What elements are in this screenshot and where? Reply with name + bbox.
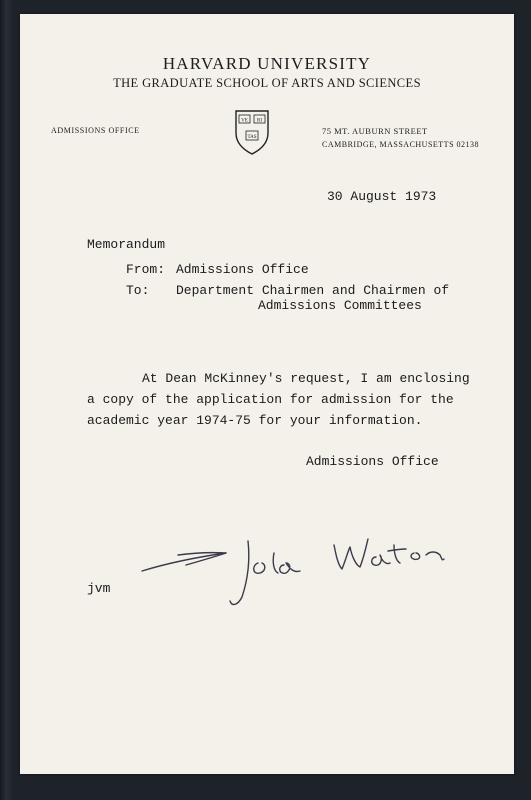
from-value: Admissions Office <box>176 262 309 277</box>
signoff-office: Admissions Office <box>306 454 439 469</box>
memo-heading: Memorandum <box>87 237 166 252</box>
school-name: THE GRADUATE SCHOOL OF ARTS AND SCIENCES <box>113 76 421 90</box>
memo-date: 30 August 1973 <box>327 189 437 204</box>
memo-paper <box>20 14 514 774</box>
handwritten-signature <box>138 519 448 614</box>
shield-text-2: RI <box>257 118 262 124</box>
address-line-1: 75 MT. AUBURN STREET <box>322 126 428 136</box>
to-label: To: <box>126 283 150 298</box>
body-line-3: academic year 1974-75 for your information. <box>87 413 423 428</box>
to-value-line-1: Department Chairmen and Chairmen of <box>176 283 450 298</box>
office-name: ADMISSIONS OFFICE <box>51 126 140 135</box>
harvard-shield-icon <box>234 109 270 155</box>
shield-text-3: TAS <box>247 135 257 140</box>
university-name: HARVARD UNIVERSITY <box>162 54 372 73</box>
to-value-line-2: Admissions Committees <box>258 298 422 313</box>
shield-text-1: VE <box>241 118 248 124</box>
body-line-2: a copy of the application for admission for the <box>87 392 454 407</box>
typist-initials: jvm <box>87 581 111 596</box>
address-line-2: CAMBRIDGE, MASSACHUSETTS 02138 <box>322 140 480 149</box>
from-label: From: <box>126 262 166 277</box>
body-line-1: At Dean McKinney's request, I am enclosing <box>142 371 470 386</box>
